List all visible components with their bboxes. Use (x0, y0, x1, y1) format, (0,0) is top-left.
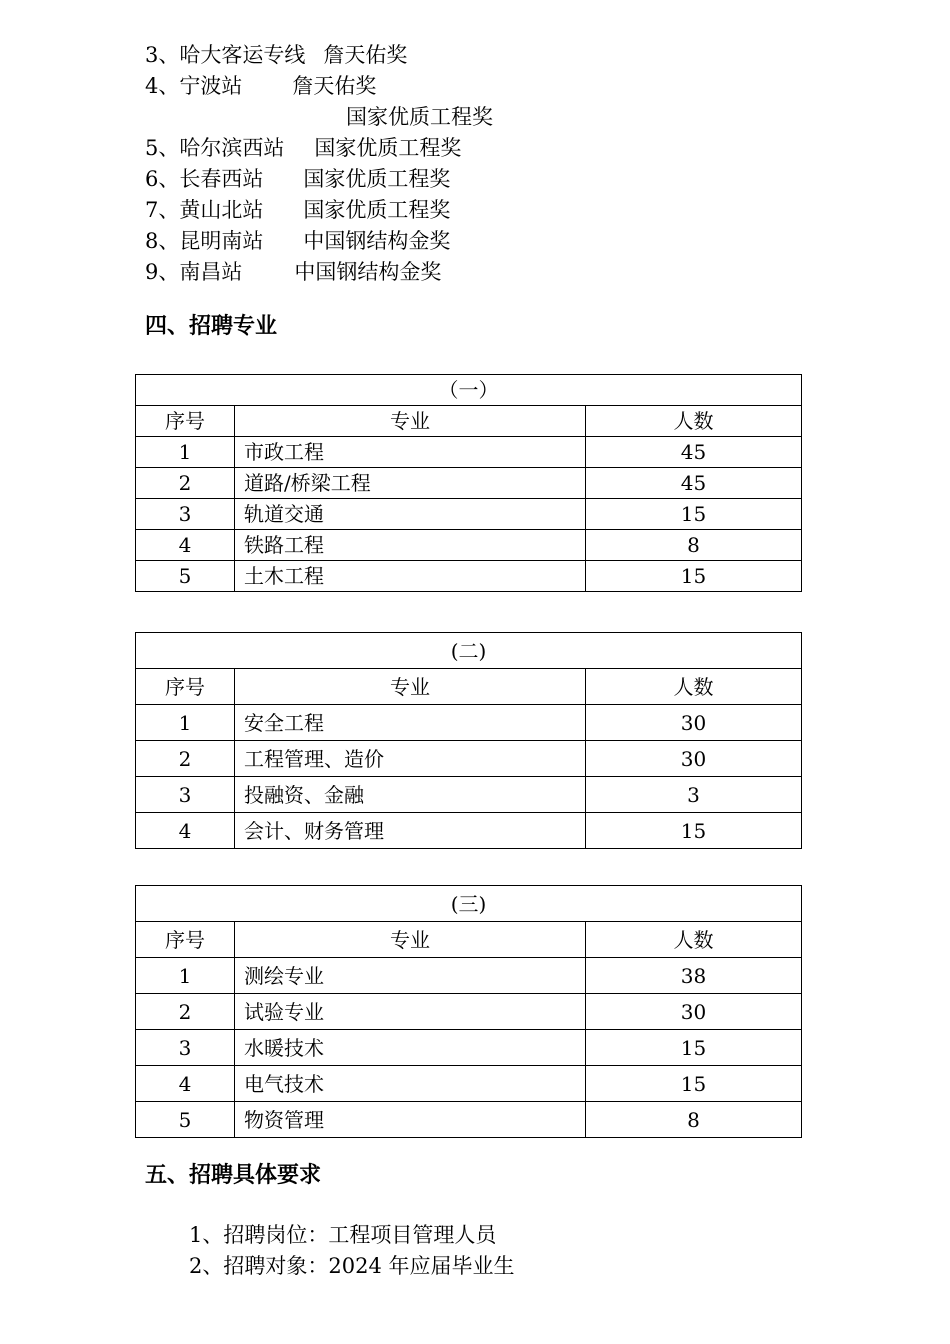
cell-index: 4 (136, 1066, 235, 1102)
table-caption: （一） (136, 375, 802, 406)
header-count: 人数 (586, 406, 802, 437)
table-row (136, 1030, 802, 1066)
table-row (136, 437, 802, 468)
award-item: 5、哈尔滨西站 (145, 136, 285, 160)
cell-index: 2 (136, 468, 235, 499)
cell-count: 45 (586, 468, 802, 499)
majors-table-1 (135, 374, 802, 592)
award-name: 国家优质工程奖 (314, 136, 462, 160)
cell-major: 轨道交通 (235, 499, 586, 530)
award-item: 7、黄山北站 (145, 198, 264, 222)
cell-major: 道路/桥梁工程 (235, 468, 586, 499)
award-line-8 (145, 228, 450, 254)
cell-major: 安全工程 (235, 705, 586, 741)
table-row (136, 561, 802, 592)
award-name: 中国钢结构金奖 (294, 260, 442, 284)
cell-index: 4 (136, 813, 235, 849)
table-row (136, 530, 802, 561)
cell-major: 工程管理、造价 (235, 741, 586, 777)
table-row (136, 777, 802, 813)
cell-major: 电气技术 (235, 1066, 586, 1102)
cell-major: 测绘专业 (235, 958, 586, 994)
header-index: 序号 (136, 922, 235, 958)
majors-table-3 (135, 885, 802, 1138)
cell-major: 会计、财务管理 (235, 813, 586, 849)
award-name: 国家优质工程奖 (303, 198, 451, 222)
table-row (136, 994, 802, 1030)
majors-table-2 (135, 632, 802, 849)
cell-major: 土木工程 (235, 561, 586, 592)
award-name: 詹天佑奖 (323, 43, 408, 67)
award-line-4 (145, 73, 376, 99)
award-item: 4、宁波站 (145, 74, 243, 98)
cell-count: 38 (586, 958, 802, 994)
section-heading-requirements: 五、招聘具体要求 (145, 1163, 322, 1188)
cell-count: 15 (586, 1030, 802, 1066)
cell-count: 15 (586, 499, 802, 530)
header-major: 专业 (235, 406, 586, 437)
cell-index: 1 (136, 958, 235, 994)
cell-index: 3 (136, 1030, 235, 1066)
cell-index: 3 (136, 499, 235, 530)
header-count: 人数 (586, 922, 802, 958)
cell-count: 15 (586, 1066, 802, 1102)
cell-index: 5 (136, 561, 235, 592)
cell-count: 15 (586, 813, 802, 849)
cell-index: 2 (136, 994, 235, 1030)
award-item: 6、长春西站 (145, 167, 264, 191)
cell-major: 市政工程 (235, 437, 586, 468)
table-header-row (136, 669, 802, 705)
section-heading-majors: 四、招聘专业 (145, 314, 278, 339)
cell-major: 水暖技术 (235, 1030, 586, 1066)
award-name: 中国钢结构金奖 (303, 229, 451, 253)
award-item: 3、哈大客运专线 (145, 43, 306, 67)
cell-index: 1 (136, 437, 235, 468)
cell-index: 3 (136, 777, 235, 813)
cell-count: 8 (586, 1102, 802, 1138)
award-line-6 (145, 166, 450, 192)
cell-count: 30 (586, 741, 802, 777)
table-header-row (136, 406, 802, 437)
table-row (136, 958, 802, 994)
award-line-3 (145, 42, 407, 68)
cell-count: 8 (586, 530, 802, 561)
cell-index: 5 (136, 1102, 235, 1138)
table-row (136, 813, 802, 849)
requirement-line-1: 1、招聘岗位：工程项目管理人员 (189, 1223, 497, 1247)
header-index: 序号 (136, 669, 235, 705)
cell-count: 15 (586, 561, 802, 592)
award-line-9 (145, 259, 441, 285)
cell-count: 30 (586, 994, 802, 1030)
table-caption: (二) (136, 633, 802, 669)
cell-index: 4 (136, 530, 235, 561)
table-header-row (136, 922, 802, 958)
table-caption: (三) (136, 886, 802, 922)
table-row (136, 468, 802, 499)
award-item: 9、南昌站 (145, 260, 243, 284)
award-line-4b (346, 104, 493, 130)
cell-major: 试验专业 (235, 994, 586, 1030)
award-line-7 (145, 197, 450, 223)
award-item: 8、昆明南站 (145, 229, 264, 253)
header-count: 人数 (586, 669, 802, 705)
cell-major: 物资管理 (235, 1102, 586, 1138)
table-row (136, 499, 802, 530)
cell-count: 45 (586, 437, 802, 468)
award-name: 国家优质工程奖 (346, 105, 493, 129)
cell-index: 2 (136, 741, 235, 777)
table-row (136, 1066, 802, 1102)
award-line-5 (145, 135, 461, 161)
table-row (136, 705, 802, 741)
cell-index: 1 (136, 705, 235, 741)
cell-major: 投融资、金融 (235, 777, 586, 813)
award-name: 詹天佑奖 (292, 74, 377, 98)
cell-count: 30 (586, 705, 802, 741)
cell-count: 3 (586, 777, 802, 813)
header-index: 序号 (136, 406, 235, 437)
table-row (136, 741, 802, 777)
header-major: 专业 (235, 922, 586, 958)
award-name: 国家优质工程奖 (303, 167, 451, 191)
header-major: 专业 (235, 669, 586, 705)
table-row (136, 1102, 802, 1138)
cell-major: 铁路工程 (235, 530, 586, 561)
requirement-line-2: 2、招聘对象：2024 年应届毕业生 (189, 1254, 515, 1278)
